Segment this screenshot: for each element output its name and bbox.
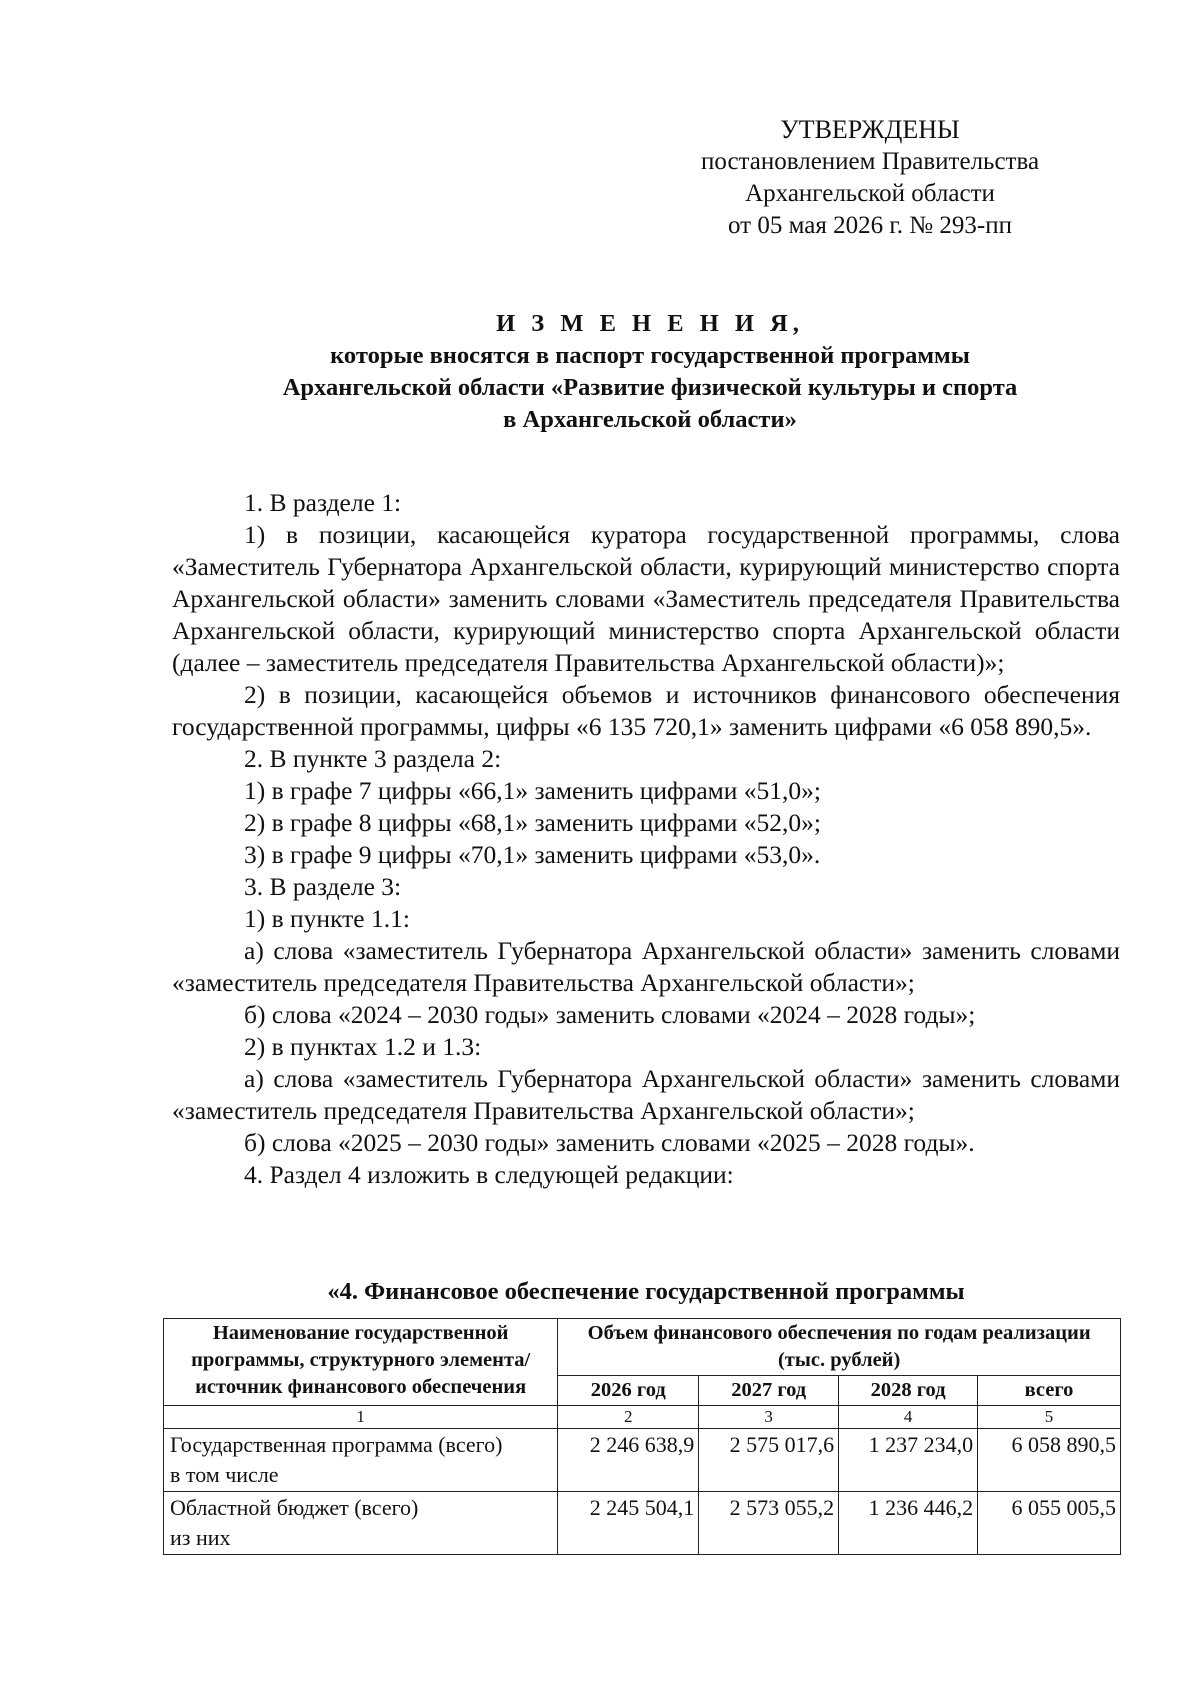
document-heading (170, 308, 1130, 436)
section-title: «4. Финансовое обеспечение государственной программы (327, 1278, 965, 1305)
column-group-header: Объем финансового обеспечения по годам реализации (тыс. рублей) (558, 1319, 1121, 1376)
column-index: 1 (164, 1406, 558, 1429)
paragraph: 4. Раздел 4 изложить в следующей редакции: (244, 1160, 734, 1189)
heading-line: Архангельской области «Развитие физической культуры и спорта (282, 374, 1018, 401)
value-cell: 2 573 055,2 (699, 1492, 839, 1555)
paragraph: 3) в графе 9 цифры «70,1» заменить цифрами «53,0». (244, 840, 821, 869)
paragraph: 2) в пунктах 1.2 и 1.3: (244, 1032, 482, 1061)
value-cell: 2 575 017,6 (699, 1429, 839, 1492)
approval-line: Архангельской области (745, 180, 995, 207)
value-cell: 2 246 638,9 (558, 1429, 699, 1492)
row-sub-name: из них (170, 1525, 231, 1550)
approval-date: от 05 мая 2026 г. № 293-пп (728, 212, 1012, 239)
paragraph: 2. В пункте 3 раздела 2: (244, 744, 502, 773)
paragraph: а) слова «заместитель Губернатора Архангельской области» заменить словами «заместитель председателя Правительства Архангельской области»; (172, 1064, 1120, 1125)
column-index: 2 (558, 1406, 699, 1429)
paragraph: б) слова «2024 – 2030 годы» заменить словами «2024 – 2028 годы»; (244, 1000, 976, 1029)
paragraph: 1) в позиции, касающейся куратора государственной программы, слова «Заместитель Губернатора Архангельской области, курирующий министерство спорта Архангельской области» заменить словами «Заместитель председателя Правительства Архангельской области, курирующий министерство спорта Архангельской области (далее – заместитель председателя Правительства Архангельской области)»; (172, 520, 1120, 677)
paragraph: 3. В разделе 3: (244, 872, 402, 901)
row-name: Областной бюджет (всего) (170, 1495, 419, 1520)
column-header-total: всего (978, 1376, 1121, 1406)
column-header-year: 2026 год (558, 1376, 699, 1406)
column-index: 5 (978, 1406, 1121, 1429)
column-header-name: Наименование государственной программы, структурного элемента/источник финансового обеспечения (164, 1319, 558, 1406)
value-cell: 2 245 504,1 (558, 1492, 699, 1555)
document-body (172, 487, 1120, 1191)
heading-title: И З М Е Н Е Н И Я, (496, 310, 804, 337)
heading-line: в Архангельской области» (503, 406, 797, 433)
approval-line: постановлением Правительства (700, 148, 1040, 175)
paragraph: 1. В разделе 1: (244, 488, 402, 517)
paragraph: а) слова «заместитель Губернатора Архангельской области» заменить словами «заместитель председателя Правительства Архангельской области»; (172, 936, 1120, 997)
column-header-year: 2028 год (839, 1376, 978, 1406)
table-row (164, 1429, 1121, 1492)
column-header-year: 2027 год (699, 1376, 839, 1406)
value-cell: 1 237 234,0 (839, 1429, 978, 1492)
table-row (164, 1492, 1121, 1555)
paragraph: 2) в графе 8 цифры «68,1» заменить цифрами «52,0»; (244, 808, 822, 837)
paragraph: 1) в пункте 1.1: (244, 904, 410, 933)
paragraph: 2) в позиции, касающейся объемов и источников финансового обеспечения государственной программы, цифры «6 135 720,1» заменить цифрами «6 058 890,5». (172, 680, 1120, 741)
column-index: 4 (839, 1406, 978, 1429)
table-header-row (164, 1319, 1121, 1376)
paragraph: б) слова «2025 – 2030 годы» заменить словами «2025 – 2028 годы». (244, 1128, 975, 1157)
approval-stamp (700, 114, 1040, 242)
row-name-cell (164, 1492, 558, 1555)
heading-line: которые вносятся в паспорт государственной программы (330, 342, 970, 369)
column-index-row (164, 1406, 1121, 1429)
approval-title: УТВЕРЖДЕНЫ (780, 115, 960, 144)
financing-table (163, 1318, 1121, 1555)
row-name-cell (164, 1429, 558, 1492)
column-index: 3 (699, 1406, 839, 1429)
row-name: Государственная программа (всего) (170, 1432, 503, 1457)
row-sub-name: в том числе (170, 1462, 279, 1487)
paragraph: 1) в графе 7 цифры «66,1» заменить цифрами «51,0»; (244, 776, 822, 805)
value-cell-total: 6 055 005,5 (978, 1492, 1121, 1555)
value-cell-total: 6 058 890,5 (978, 1429, 1121, 1492)
value-cell: 1 236 446,2 (839, 1492, 978, 1555)
